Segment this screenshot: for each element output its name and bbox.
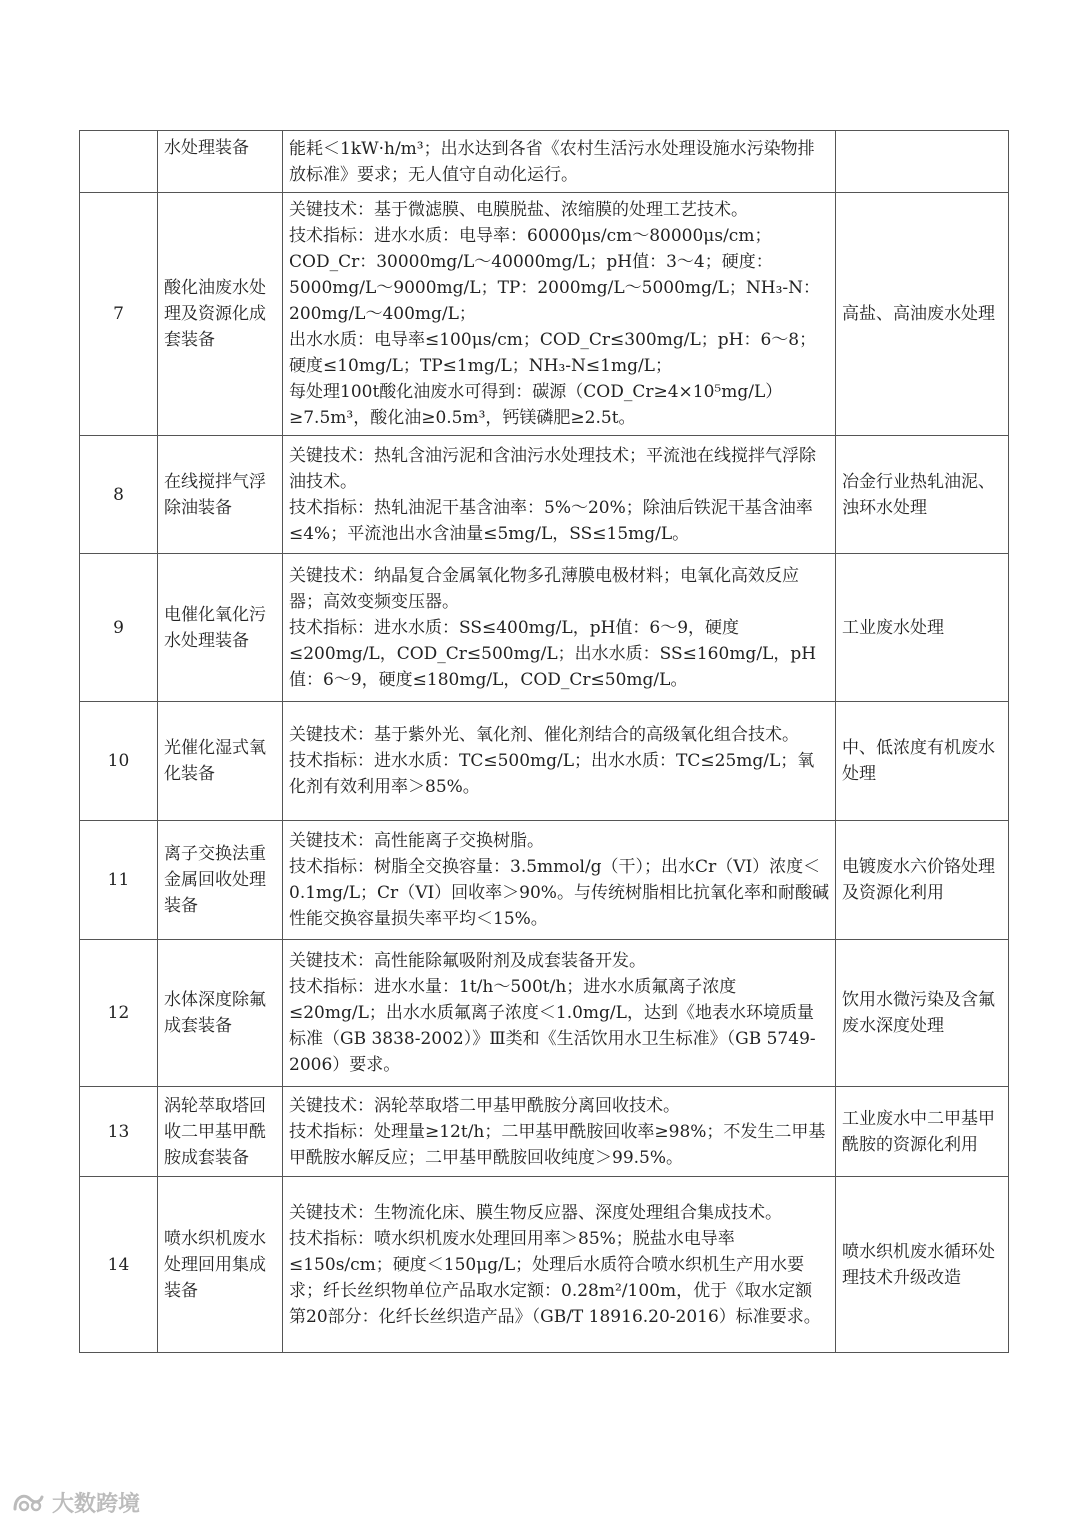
row-number	[80, 131, 158, 193]
tech-description	[283, 821, 836, 940]
application-field: 高盐、高油废水处理	[836, 193, 1009, 436]
table-row	[80, 1177, 1009, 1353]
description-line: 关键技术：高性能离子交换树脂。	[289, 831, 544, 851]
application-field: 工业废水处理	[836, 554, 1009, 702]
description-line: 出水水质：电导率≤100μs/cm；COD_Cr≤300mg/L；pH：6～8；硬度≤10mg/L；TP≤1mg/L；NH₃-N≤1mg/L；	[289, 330, 817, 376]
row-number: 14	[80, 1177, 158, 1353]
tech-description	[283, 940, 836, 1087]
description-line: 关键技术：基于紫外光、氧化剂、催化剂结合的高级氧化组合技术。	[289, 725, 799, 745]
equipment-name: 离子交换法重金属回收处理装备	[158, 821, 283, 940]
row-number: 8	[80, 436, 158, 554]
description-line: 能耗＜1kW·h/m³；出水达到各省《农村生活污水处理设施水污染物排放标准》要求；无人值守自动化运行。	[289, 138, 815, 185]
table-row	[80, 193, 1009, 436]
application-field: 饮用水微污染及含氟废水深度处理	[836, 940, 1009, 1087]
row-number: 9	[80, 554, 158, 702]
application-field: 冶金行业热轧油泥、浊环水处理	[836, 436, 1009, 554]
description-line: 关键技术：基于微滤膜、电膜脱盐、浓缩膜的处理工艺技术。	[289, 200, 748, 220]
description-line: 每处理100t酸化油废水可得到：碳源（COD_Cr≥4×10⁵mg/L）≥7.5m³，酸化油≥0.5m³，钙镁磷肥≥2.5t。	[289, 382, 783, 428]
tech-description	[283, 131, 836, 193]
row-number: 12	[80, 940, 158, 1087]
description-line: 关键技术：热轧含油污泥和含油污水处理技术；平流池在线搅拌气浮除油技术。	[289, 445, 816, 492]
description-line: 技术指标：热轧油泥干基含油率：5%～20%；除油后铁泥干基含油率≤4%；平流池出水含油量≤5mg/L，SS≤15mg/L。	[289, 497, 813, 544]
description-line: 关键技术：高性能除氟吸附剂及成套装备开发。	[289, 951, 646, 971]
table-row	[80, 821, 1009, 940]
tech-description	[283, 702, 836, 821]
description-line: 技术指标：处理量≥12t/h；二甲基甲酰胺回收率≥98%；不发生二甲基甲酰胺水解反应；二甲基甲酰胺回收纯度＞99.5%。	[289, 1121, 826, 1168]
row-number: 10	[80, 702, 158, 821]
description-line: 关键技术：纳晶复合金属氧化物多孔薄膜电极材料；电氧化高效反应器；高效变频变压器。	[289, 565, 799, 612]
equipment-name: 光催化湿式氧化装备	[158, 702, 283, 821]
equipment-name: 水体深度除氟成套装备	[158, 940, 283, 1087]
description-line: 技术指标：树脂全交换容量：3.5mmol/g（干）；出水Cr（VI）浓度＜0.1mg/L；Cr（VI）回收率＞90%。与传统树脂相比抗氧化率和耐酸碱性能交换容量损失率平均＜15%。	[289, 857, 829, 929]
table-row	[80, 554, 1009, 702]
equipment-table	[79, 130, 1009, 1353]
tech-description	[283, 1177, 836, 1353]
table-row	[80, 940, 1009, 1087]
application-field	[836, 131, 1009, 193]
tech-description	[283, 1087, 836, 1177]
row-number: 7	[80, 193, 158, 436]
table-row	[80, 702, 1009, 821]
equipment-name: 喷水织机废水处理回用集成装备	[158, 1177, 283, 1353]
description-line: 技术指标：进水水量：1t/h～500t/h；进水水质氟离子浓度≤20mg/L；出水水质氟离子浓度＜1.0mg/L，达到《地表水环境质量标准（GB 3838-2002）》Ⅲ类和《生活饮用水卫生标准》（GB 5749-2006）要求。	[289, 977, 816, 1075]
tech-description	[283, 193, 836, 436]
watermark-text: 大数跨境	[52, 1491, 141, 1517]
table-row	[80, 1087, 1009, 1177]
logo-icon	[12, 1489, 48, 1515]
equipment-name: 酸化油废水处理及资源化成套装备	[158, 193, 283, 436]
table-row	[80, 436, 1009, 554]
description-line: 技术指标：喷水织机废水处理回用率＞85%；脱盐水电导率≤150s/cm；硬度＜150μg/L；处理后水质符合喷水织机生产用水要求；纤长丝织物单位产品取水定额：0.28m²/100m，优于《取水定额第20部分：化纤长丝织造产品》（GB/T 18916.20-2016）标准要求。	[289, 1228, 821, 1327]
row-number: 11	[80, 821, 158, 940]
description-line: 技术指标：进水水质：SS≤400mg/L，pH值：6～9，硬度≤200mg/L，COD_Cr≤500mg/L；出水水质：SS≤160mg/L，pH值：6～9，硬度≤180mg/L，COD_Cr≤50mg/L。	[289, 617, 817, 690]
application-field: 工业废水中二甲基甲酰胺的资源化利用	[836, 1087, 1009, 1177]
watermark	[12, 1487, 140, 1517]
tech-description	[283, 436, 836, 554]
equipment-name: 涡轮萃取塔回收二甲基甲酰胺成套装备	[158, 1087, 283, 1177]
application-field: 电镀废水六价铬处理及资源化利用	[836, 821, 1009, 940]
tech-description	[283, 554, 836, 702]
description-line: 技术指标：进水水质：电导率：60000μs/cm～80000μs/cm；COD_Cr：30000mg/L～40000mg/L；pH值：3～4；硬度：5000mg/L～9000mg/L；TP：2000mg/L～5000mg/L；NH₃-N：200mg/L～400mg/L；	[289, 226, 821, 324]
application-field: 中、低浓度有机废水处理	[836, 702, 1009, 821]
row-number: 13	[80, 1087, 158, 1177]
description-line: 技术指标：进水水质：TC≤500mg/L；出水水质：TC≤25mg/L；氧化剂有效利用率＞85%。	[289, 751, 815, 797]
table-row	[80, 131, 1009, 193]
description-line: 关键技术：生物流化床、膜生物反应器、深度处理组合集成技术。	[289, 1202, 782, 1223]
equipment-name: 在线搅拌气浮除油装备	[158, 436, 283, 554]
description-line: 关键技术：涡轮萃取塔二甲基甲酰胺分离回收技术。	[289, 1095, 680, 1116]
application-field: 喷水织机废水循环处理技术升级改造	[836, 1177, 1009, 1353]
equipment-name: 电催化氧化污水处理装备	[158, 554, 283, 702]
equipment-name: 水处理装备	[158, 131, 283, 193]
